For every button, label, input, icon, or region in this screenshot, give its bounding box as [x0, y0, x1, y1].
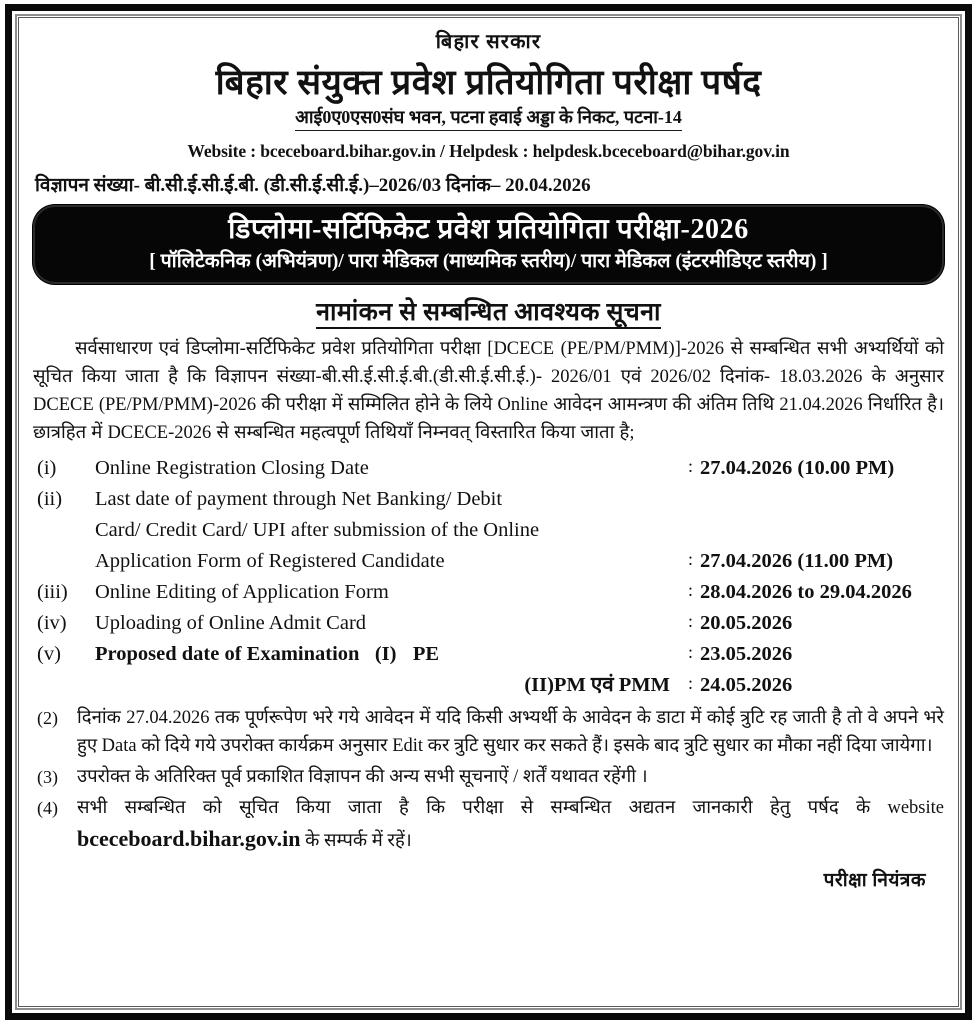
row-colon: [688, 484, 700, 515]
table-row: [33, 453, 944, 484]
list-item: [33, 795, 944, 857]
row-value: [700, 515, 944, 546]
table-row: [33, 608, 944, 639]
row-colon: :: [688, 642, 694, 663]
sub-marker: (I): [374, 643, 397, 666]
row-marker: [33, 546, 95, 577]
row-value: 24.05.2026: [700, 674, 793, 697]
sub-label: PE: [412, 643, 440, 666]
row-value: [700, 484, 944, 515]
banner-title: डिप्लोमा-सर्टिफिकेट प्रवेश प्रतियोगिता परीक्षा-2026: [228, 213, 749, 245]
board-address: आई0ए0एस0संघ भवन, पटना हवाई अड्डा के निकट, पटना-14: [295, 107, 682, 131]
signatory-designation: परीक्षा नियंत्रक: [823, 870, 926, 892]
row-marker: (v): [37, 643, 61, 666]
row-label: Uploading of Online Admit Card: [95, 612, 367, 635]
row-marker: [33, 515, 95, 546]
page-title-text: नामांकन से सम्बन्धित आवश्यक सूचना: [316, 299, 661, 329]
government-line: बिहार सरकार: [435, 31, 542, 53]
list-item: [33, 705, 944, 761]
row-marker: (iv): [37, 612, 67, 635]
row-value: 23.05.2026: [700, 643, 793, 666]
outer-border-frame: [5, 4, 972, 1020]
row-label: Last date of payment through Net Banking/ Debit: [95, 487, 503, 510]
row-label-text: Proposed date of Examination: [95, 643, 360, 666]
sub-label: PM एवं PMM: [553, 674, 670, 697]
row-colon: :: [688, 673, 694, 694]
table-row: [33, 577, 944, 608]
notes-list: [33, 705, 944, 856]
website-highlight: bceceboard.bihar.gov.in: [77, 826, 301, 852]
row-label: [95, 639, 688, 670]
note-text: सभी सम्बन्धित को सूचित किया जाता है कि परीक्षा से सम्बन्धित अद्यतन जानकारी हेतु पर्षद के website bceceboard.bihar.gov.in के सम्पर्क में रहें।: [77, 797, 944, 852]
website-helpdesk-line: Website : bceceboard.bihar.gov.in / Helpdesk : helpdesk.bceceboard@bihar.gov.in: [187, 140, 790, 161]
row-value: 28.04.2026 to 29.04.2026: [700, 580, 912, 603]
row-label-cont: Application Form of Registered Candidate: [95, 549, 445, 572]
table-row: [33, 670, 944, 701]
row-value: 20.05.2026: [700, 612, 793, 635]
note-text: उपरोक्त के अतिरिक्त पूर्व प्रकाशित विज्ञापन की अन्य सभी सूचनाऐं / शर्तें यथावत रहेंगी ।: [77, 766, 648, 787]
middle-border-frame: [15, 14, 962, 1010]
row-colon: :: [688, 455, 694, 476]
advertisement-number-line: विज्ञापन संख्या- बी.सी.ई.सी.ई.बी. (डी.सी.ई.सी.ई.)–2026/03 दिनांक– 20.04.2026: [35, 174, 591, 196]
table-row: [33, 515, 944, 546]
inner-border-frame: [18, 17, 959, 1007]
list-item: [33, 764, 944, 792]
note-number: (4): [37, 797, 58, 818]
row-label: Online Editing of Application Form: [95, 580, 389, 603]
row-colon: :: [688, 548, 694, 569]
table-row: [33, 484, 944, 515]
row-marker: (i): [37, 456, 57, 479]
table-row: [33, 639, 944, 670]
row-label: [95, 670, 688, 701]
exam-banner: [33, 205, 944, 284]
board-name: बिहार संयुक्त प्रवेश प्रतियोगिता परीक्षा पर्षद: [215, 63, 762, 102]
row-marker: (ii): [37, 487, 63, 510]
row-marker: (iii): [37, 580, 68, 603]
row-label-cont: Card/ Credit Card/ UPI after submission of the Online: [95, 518, 540, 541]
page-title: [33, 294, 944, 328]
document-header: [33, 30, 944, 162]
row-colon: [688, 515, 700, 546]
row-marker: [33, 670, 95, 701]
row-value: 27.04.2026 (11.00 PM): [700, 549, 894, 572]
row-colon: :: [688, 579, 694, 600]
note-number: (2): [37, 708, 58, 729]
row-value: 27.04.2026 (10.00 PM): [700, 456, 895, 479]
note-number: (3): [37, 766, 58, 787]
note-text: दिनांक 27.04.2026 तक पूर्णरूपेण भरे गये आवेदन में यदि किसी अभ्यर्थी के आवेदन के डाटा में कोई त्रुटि रह जाती है तो वे अपने भरे हुए Data को दिये गये उपरोक्त कार्यक्रम अनुसार Edit कर त्रुटि सुधार कर सकते हैं। इसके बाद त्रुटि सुधार का मौका नहीं दिया जायेगा।: [77, 708, 944, 757]
row-colon: :: [688, 611, 694, 632]
banner-subtitle: [ पॉलिटेकनिक (अभियंत्रण)/ पारा मेडिकल (माध्यमिक स्तरीय)/ पारा मेडिकल (इंटरमीडिएट स्तरीय) ]: [149, 250, 828, 272]
sub-marker: (II): [524, 674, 554, 697]
table-row: [33, 546, 944, 577]
important-dates-table: [33, 453, 944, 702]
intro-paragraph: सर्वसाधारण एवं डिप्लोमा-सर्टिफिकेट प्रवेश प्रतियोगिता परीक्षा [DCECE (PE/PM/PMM)]-2026 से सम्बन्धित सभी अभ्यर्थियों को सूचित किया जाता है कि विज्ञापन संख्या-बी.सी.ई.सी.ई.बी.(डी.सी.ई.सी.ई.)- 2026/01 एवं 2026/02 दिनांक- 18.03.2026 के अनुसार DCECE (PE/PM/PMM)-2026 की परीक्षा में सम्मिलित होने के लिये Online आवेदन आमन्त्रण की अंतिम तिथि 21.04.2026 निर्धारित है। छात्रहित में DCECE-2026 से सम्बन्धित महत्वपूर्ण तिथियाँ निम्नवत् विस्तारित किया जाता है;: [33, 339, 944, 444]
row-label: Online Registration Closing Date: [95, 456, 369, 479]
